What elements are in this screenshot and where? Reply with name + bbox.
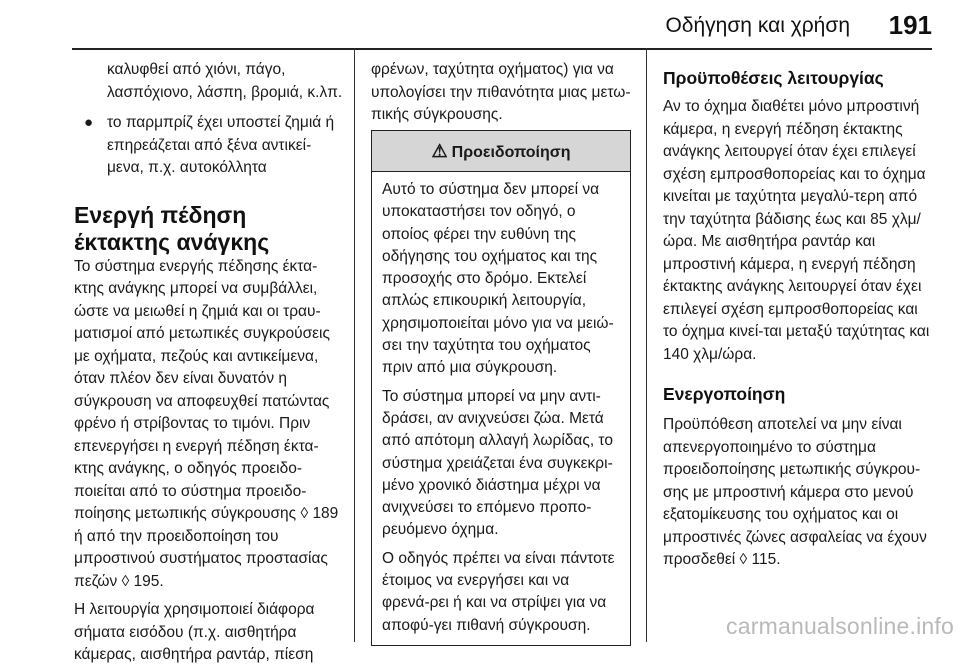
bullet-item <box>74 112 346 180</box>
watermark: carmanualsonline.info <box>726 613 954 639</box>
warning-paragraph-3: Ο οδηγός πρέπει να είναι πάντοτε έτοιμος να ενεργήσει και να φρενά-ρει ή και να στρίψει για να αποφύ-γει πιθανή σύγκρουση. <box>382 549 615 634</box>
section-paragraph-2: Η λειτουργία χρησιμοποιεί διάφορα σήματα εισόδου (π.χ. αισθητήρα κάμερας, αισθητήρα ραντάρ, πίεση <box>74 601 315 663</box>
column-divider-2 <box>646 48 647 642</box>
reference-icon: ◊ <box>121 572 130 590</box>
continued-paragraph: φρένων, ταχύτητα οχήματος) για να υπολογίσει την πιθανότητα μιας μετω-πικής σύγκρουσης. <box>371 61 631 123</box>
warning-header <box>372 131 630 172</box>
warning-body <box>372 172 630 645</box>
warning-icon: ⚠ <box>431 141 448 161</box>
bullet-continuation: καλυφθεί από χιόνι, πάγο, λασπόχιονο, λάσπη, βρομιά, κ.λπ. <box>107 61 343 101</box>
column-divider-1 <box>354 48 355 642</box>
activation-paragraph: Προϋπόθεση αποτελεί να μην είναι απενεργοποιημένο το σύστημα προειδοποίησης μετωπικής σύγκρου-σης με μπροστινή κάμερα στο μενού εξατομίκευσης του οχήματος και οι μπροστινές ζώνες ασφαλείας να έχουν προσδεθεί ◊ 115. <box>663 416 927 568</box>
conditions-paragraph: Αν το όχημα διαθέτει μόνο μπροστινή κάμερα, η ενεργή πέδηση έκτακτης ανάγκης λειτουργεί όταν έχει επιλεγεί σχέση εμπροσθοπορείας και το όχημα κινείται με ταχύτητα μεγαλύ-τερη από την ταχύτητα βάδισης έως και 85 χλμ/ώρα. Με αισθητήρα ραντάρ και μπροστινή κάμερα, η ενεργή πέδηση έκτακτης ανάγκης λειτουργεί όταν έχει επιλεγεί σχέση εμπροσθοπορείας και το όχημα κινεί-ται μεταξύ ταχύτητας και 140 χλμ/ώρα. <box>663 98 930 363</box>
warning-box <box>371 130 631 646</box>
section-paragraph: Το σύστημα ενεργής πέδησης έκτα-κτης ανάγκης μπορεί να συμβάλλει, ώστε να μειωθεί η ζημιά και οι τραυ-ματισμοί από μετωπικές συγκρούσεις με οχήματα, πεζούς και αντικείμενα, όταν πλέον δεν είναι δυνατόν η σύγκρουση να αποφευχθεί πατώντας φρένο ή στρίβοντας το τιμόνι. Πριν επενεργήσει η ενεργή πέδηση έκτα-κτης ανάγκης, ο οδηγός προειδο-ποιείται από το σύστημα προειδο-ποίησης μετωπικής σύγκρουσης ◊ 189 ή από την προειδοποίηση του μπροστινού συστήματος προστασίας πεζών ◊ 195. <box>74 257 339 590</box>
running-title: Οδήγηση και χρήση <box>665 14 850 37</box>
header-rule <box>72 48 932 50</box>
column-2 <box>371 59 633 127</box>
warning-paragraph-1: Αυτό το σύστημα δεν μπορεί να υποκαταστήσει τον οδηγό, ο οποίος φέρει την ευθύνη της οδήγησης του οχήματος και της προσοχής στο δρόμο. Εκτελεί απλώς επικουρική λειτουργία, χρησιμοποιείται μόνο για να μειώ-σει την ταχύτητα του οχήματος πριν από μια σύγκρουση. <box>382 181 614 377</box>
subheading-conditions: Προϋποθέσεις λειτουργίας <box>663 68 884 88</box>
page-number: 191 <box>888 10 932 40</box>
reference-icon: ◊ <box>300 505 309 522</box>
warning-paragraph-2: Το σύστημα μπορεί να μην αντι-δράσει, αν ανιχνεύσει ζώα. Μετά από απότομη αλλαγή λωρίδας, το σύστημα χρειάζεται ένα συγκεκρι-μένο χρονικό διάστημα μέχρι να ανιχνεύσει το επόμενο προπο-ρευόμενο όχημα. <box>382 387 613 539</box>
reference-icon: ◊ <box>739 551 748 568</box>
warning-title: Προειδοποίηση <box>451 144 571 161</box>
column-1 <box>74 59 346 667</box>
page-header <box>0 0 960 48</box>
subheading-activation: Ενεργοποίηση <box>663 384 786 404</box>
section-heading: Ενεργή πέδηση έκτακτης ανάγκης <box>74 201 270 255</box>
bullet-text: το παρμπρίζ έχει υποστεί ζημιά ή επηρεάζεται από ξένα αντικεί-μενα, π.χ. αυτοκόλλητα <box>107 114 335 176</box>
bullet-icon: ● <box>84 114 94 131</box>
column-3 <box>663 66 933 572</box>
